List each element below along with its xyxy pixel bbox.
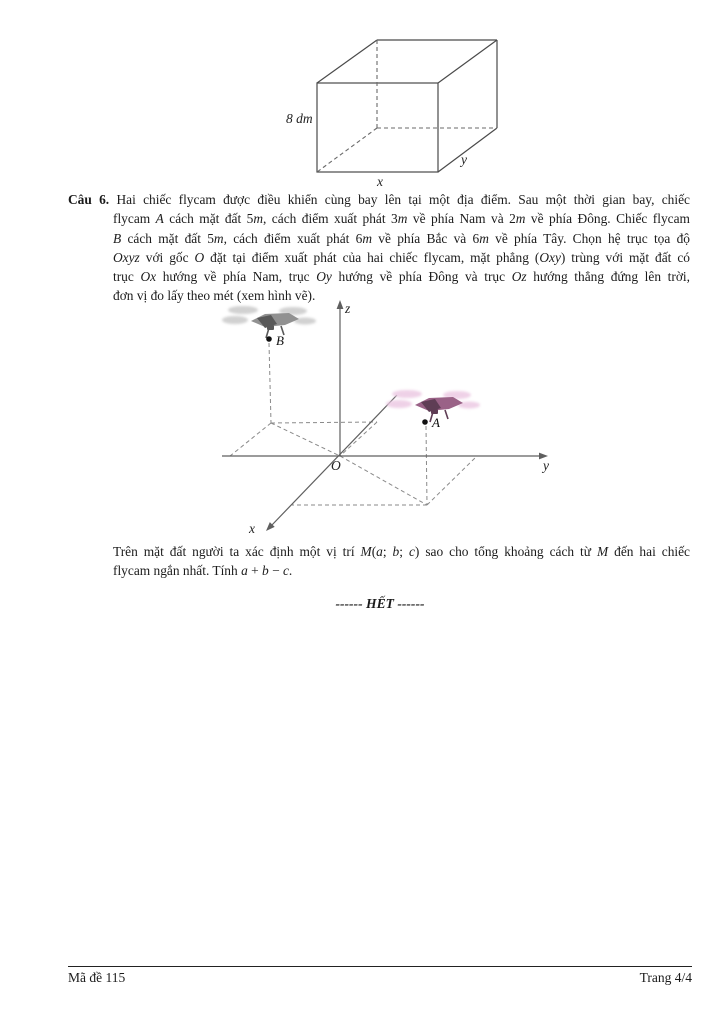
conclusion-line: Trên mặt đất người ta xác định một vị trí M(a; b; c) sao cho tổng khoảng cách từ M đến hai chiếc — [113, 544, 690, 559]
question-line: Câu 6. Hai chiếc flycam được điều khiển cùng bay lên tại một địa điểm. Sau một thời gian bay, chiếc — [68, 192, 690, 207]
z-axis-label: z — [345, 301, 351, 316]
drone-b — [222, 306, 316, 338]
conclusion-line: flycam ngắn nhất. Tính a + b − c. — [113, 563, 293, 579]
question-line: đơn vị đo lấy theo mét (xem hình vẽ). — [113, 288, 316, 304]
coordinate-figure — [205, 296, 561, 544]
z-axis-arrow-icon — [337, 300, 344, 309]
x-axis-label: x — [249, 521, 255, 536]
doc-code: Mã đề 115 — [68, 970, 126, 985]
point-a-label: A — [432, 415, 440, 430]
footer — [68, 970, 692, 986]
x-dimension-label: x — [377, 174, 383, 189]
point-b-marker — [266, 336, 272, 342]
point-a-marker — [422, 419, 428, 425]
edge-length-label: 8 dm — [286, 111, 313, 126]
y-dimension-label: y — [461, 152, 467, 167]
cuboid-solid-edges — [317, 40, 497, 172]
conclusion-paragraph — [113, 542, 690, 581]
question-6-paragraph — [68, 190, 690, 306]
origin-label: O — [331, 458, 341, 473]
point-b-label: B — [276, 333, 284, 348]
question-line: flycam A cách mặt đất 5m, cách điểm xuất phát 3m về phía Nam và 2m về phía Đông. Chiếc flycam — [113, 211, 690, 227]
question-line: B cách mặt đất 5m, cách điểm xuất phát 6m về phía Bắc và 6m về phía Tây. Chọn hệ trục tọa độ — [113, 230, 690, 246]
page-number: Trang 4/4 — [639, 970, 692, 985]
drone-b-body — [251, 313, 299, 327]
y-axis-label: y — [543, 458, 549, 473]
end-marker: ------ HẾT ------ — [335, 596, 425, 611]
cuboid-figure — [270, 28, 536, 196]
question-line: trục Ox hướng về phía Nam, trục Oy hướng về phía Đông và trục Oz hướng thẳng đứng lên trời, — [113, 269, 691, 285]
drone-a-body — [415, 397, 463, 411]
footer-divider — [68, 966, 692, 967]
question-line: Oxyz với gốc O đặt tại điểm xuất phát của hai chiếc flycam, mặt phẳng (Oxy) trùng với mặt đất có — [113, 249, 690, 265]
projection-lines-a — [292, 426, 477, 505]
